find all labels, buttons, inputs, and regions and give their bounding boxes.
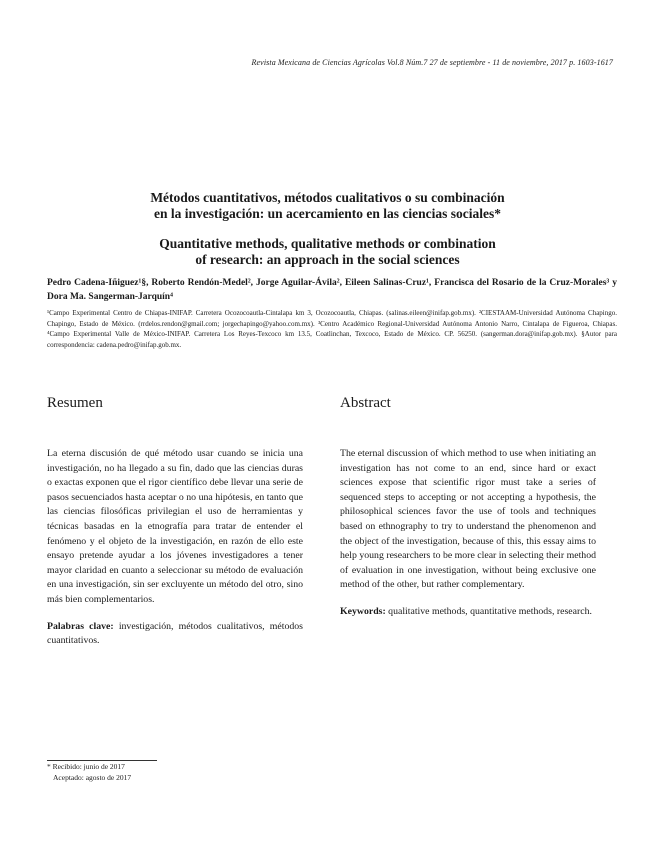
palabras-clave-values: investigación, métodos cualitativos, métodos cuantitativos. bbox=[47, 620, 303, 647]
running-head: Revista Mexicana de Ciencias Agrícolas Vol.8 Núm.7 27 de septiembre - 11 de noviembre, 2017 p. 1603-1617 bbox=[251, 58, 613, 67]
keywords bbox=[340, 605, 596, 620]
footnote-received: * Recibido: junio de 2017 bbox=[47, 762, 125, 771]
footnote-rule bbox=[47, 760, 157, 761]
title-english-line-2: of research: an approach in the social sciences bbox=[195, 252, 460, 267]
palabras-clave-label: Palabras clave: bbox=[47, 620, 114, 632]
resumen-column bbox=[47, 393, 303, 659]
keywords-label: Keywords: bbox=[340, 605, 386, 617]
title-spanish-line-2: en la investigación: un acercamiento en las ciencias sociales* bbox=[154, 206, 501, 221]
title-english bbox=[60, 236, 595, 268]
title-spanish bbox=[60, 190, 595, 222]
title-english-line-1: Quantitative methods, qualitative methods or combination bbox=[159, 236, 496, 251]
title-block bbox=[60, 190, 595, 268]
affiliations: ¹Campo Experimental Centro de Chiapas-INIFAP. Carretera Ocozocoautla-Cintalapa km 3, Ocozocoautla, Chiapas. (salinas.eileen@inifap.gob.mx). ²CIESTAAM-Universidad Autónoma Chapingo. Chapingo, Estado de México. (rrdelos.rendon@gmail.com; jorgechapingo@yahoo.com.mx). ³Centro Académico Regional-Universidad Autónoma Antonio Narro, Cintalapa de Figueroa, Chiapas. ⁴Campo Experimental Valle de México-INIFAP. Carretera Los Reyes-Texcoco km 13.5, Coatlinchan, Texcoco, Estado de México. CP. 56250. (sangerman.dora@inifap.gob.mx). §Autor para correspondencia: cadena.pedro@inifap.gob.mx. bbox=[47, 309, 617, 349]
palabras-clave bbox=[47, 620, 303, 649]
footnote bbox=[47, 762, 131, 783]
footnote-accepted: Aceptado: agosto de 2017 bbox=[53, 772, 132, 782]
keywords-values: qualitative methods, quantitative methods, research. bbox=[385, 605, 592, 617]
resumen-text: La eterna discusión de qué método usar cuando se inicia una investigación, no ha llegado a su fin, dado que las ciencias duras o exactas exponen que el rigor científico debe llevar una serie de pasos secuenciados hasta aceptar o no una hipótesis, en tanto que las ciencias filosóficas privilegian el uso de herramientas y técnicas basadas en la etnografía para tratar de entender el fenómeno y el objeto de la investigación, en razón de ello este ensayo pretende ayudar a los jóvenes investigadores a tener mayor claridad en cuanto a seleccionar su método de evaluación en una investigación, sin ser excluyente un método del otro, sino más bien complementarios. bbox=[47, 448, 303, 605]
author-list: Pedro Cadena-Iñiguez¹§, Roberto Rendón-Medel², Jorge Aguilar-Ávila², Eileen Salinas-Cruz¹, Francisca del Rosario de la Cruz-Morales³ y Dora Ma. Sangerman-Jarquín⁴ bbox=[47, 278, 617, 302]
resumen-heading: Resumen bbox=[47, 395, 103, 411]
abstract-text: The eternal discussion of which method to use when initiating an investigation has not come to an end, since hard or exact sciences expose that scientific rigor must take a series of sequenced steps to accepting or not accepting a hypothesis, the philosophical sciences favor the use of tools and techniques based on ethnography to try to understand the phenomenon and the object of the investigation, because of this, this essay aims to help young researchers to be more clear in selecting their method of evaluation in one investigation, without being exclusive one method of the other, but rather complementary. bbox=[340, 448, 596, 591]
abstract-column bbox=[340, 393, 596, 629]
abstract-heading: Abstract bbox=[340, 395, 391, 411]
title-spanish-line-1: Métodos cuantitativos, métodos cualitativos o su combinación bbox=[150, 190, 505, 205]
